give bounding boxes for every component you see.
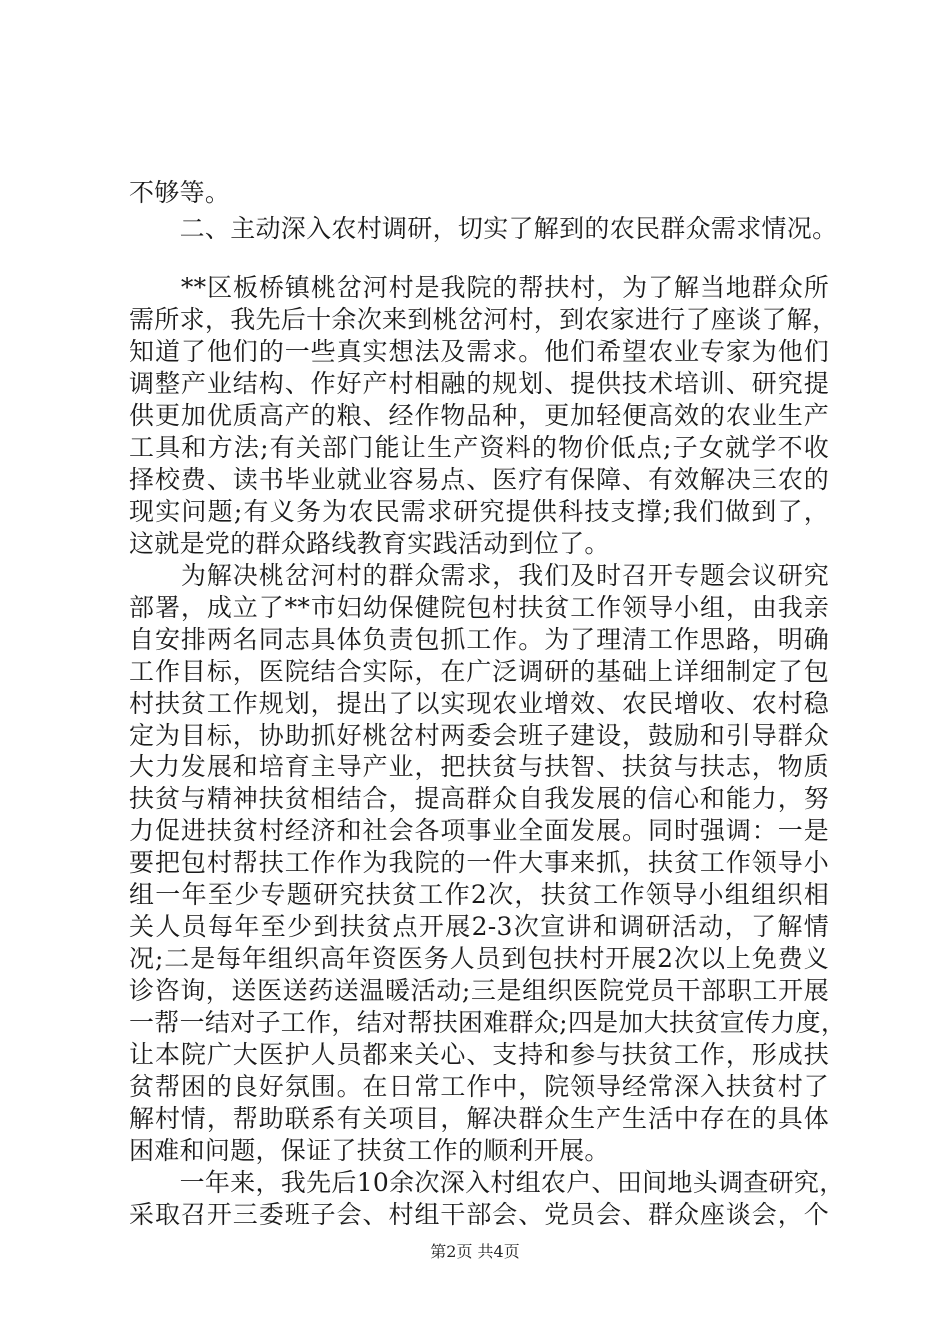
text-line-18: 大力发展和培育主导产业，把扶贫与扶智、扶贫与扶志，物质 [129,752,829,782]
page-number-footer: 第2页 共4页 [430,1242,520,1261]
text-line-1: 不够等。 [129,178,231,207]
text-line-22: 组一年至少专题研究扶贫工作2次，扶贫工作领导小组组织相 [129,880,829,910]
text-line-32: 采取召开三委班子会、村组干部会、党员会、群众座谈会，个 [129,1200,829,1229]
text-line-24: 况;二是每年组织高年资医务人员到包扶村开展2次以上免费义 [129,944,829,974]
text-line-21: 要把包村帮扶工作作为我院的一件大事来抓，扶贫工作领导小 [129,848,829,878]
text-line-28: 贫帮困的良好氛围。在日常工作中，院领导经常深入扶贫村了 [129,1072,829,1102]
text-line-27: 让本院广大医护人员都来关心、支持和参与扶贫工作，形成扶 [129,1040,829,1070]
text-line-6: 调整产业结构、作好产村相融的规划、提供技术培训、研究提 [129,368,829,398]
text-line-5: 知道了他们的一些真实想法及需求。他们希望农业专家为他们 [129,336,829,366]
text-line-13: 部署，成立了**市妇幼保健院包村扶贫工作领导小组，由我亲 [129,592,829,622]
text-line-7: 供更加优质高产的粮、经作物品种，更加轻便高效的农业生产 [129,400,829,430]
text-line-11: 这就是党的群众路线教育实践活动到位了。 [129,528,610,558]
text-line-9: 择校费、读书毕业就业容易点、医疗有保障、有效解决三农的 [129,464,829,494]
text-line-8: 工具和方法;有关部门能让生产资料的物价低点;子女就学不收 [129,432,829,462]
section-heading: 二、主动深入农村调研，切实了解到的农民群众需求情况。 [129,214,838,243]
text-line-15: 工作目标，医院结合实际，在广泛调研的基础上详细制定了包 [129,656,829,686]
text-line-26: 一帮一结对子工作，结对帮扶困难群众;四是加大扶贫宣传力度， [129,1008,847,1038]
text-line-12: 为解决桃岔河村的群众需求，我们及时召开专题会议研究 [129,560,829,590]
text-line-17: 定为目标，协助抓好桃岔村两委会班子建设，鼓励和引导群众 [129,720,829,750]
text-line-19: 扶贫与精神扶贫相结合，提高群众自我发展的信心和能力，努 [129,784,829,814]
text-line-10: 现实问题;有义务为农民需求研究提供科技支撑;我们做到了， [129,496,829,526]
text-line-29: 解村情，帮助联系有关项目，解决群众生产生活中存在的具体 [129,1104,829,1134]
text-line-20: 力促进扶贫村经济和社会各项事业全面发展。同时强调：一是 [129,816,829,846]
text-line-30: 困难和问题，保证了扶贫工作的顺利开展。 [129,1136,610,1166]
text-line-31: 一年来，我先后10余次深入村组农户、田间地头调查研究， [129,1168,845,1198]
text-line-14: 自安排两名同志具体负责包抓工作。为了理清工作思路，明确 [129,624,829,654]
text-line-23: 关人员每年至少到扶贫点开展2-3次宣讲和调研活动，了解情 [129,912,829,942]
text-line-4: 需所求，我先后十余次来到桃岔河村，到农家进行了座谈了解， [129,304,838,334]
text-line-25: 诊咨询，送医送药送温暖活动;三是组织医院党员干部职工开展 [129,976,829,1006]
text-line-16: 村扶贫工作规划，提出了以实现农业增效、农民增收、农村稳 [129,688,829,718]
text-line-3: **区板桥镇桃岔河村是我院的帮扶村，为了解当地群众所 [129,273,829,302]
